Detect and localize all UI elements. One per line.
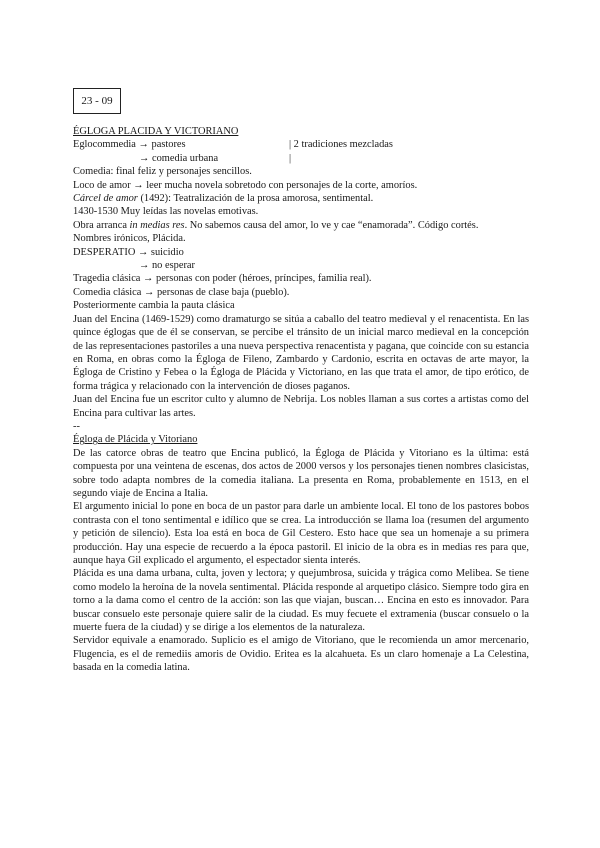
paragraph: Plácida es una dama urbana, culta, joven y lectora; y quejumbrosa, suicida y trágica como Melibea. Se tiene como modelo la heroína de la novela sentimental. Plácida responde al arquetipo clásico. Siempre todo gira en torno a la dama como el centro de la acción: son las que viajan, buscan… Encina en esto es innovador. Para buscar consuelo este personaje quiere salir de la ciudad. Es muy fecuete el extramenia (buscar consuelo o la muerte fuera de la ciudad) y se dirige a los elementos de la naturaleza. bbox=[73, 568, 529, 634]
note-line: Posteriormente cambia la pauta clásica bbox=[73, 300, 235, 312]
note-line: Comedia clásica → personas de clase baja (pueblo). bbox=[73, 286, 290, 298]
paragraph: Juan del Encina fue un escritor culto y alumno de Nebrija. Los nobles llaman a sus cortes a artistas como del Encina para cultivar las artes. bbox=[73, 394, 529, 419]
section-heading: Égloga de Plácida y Vitoriano bbox=[73, 434, 198, 446]
note-line: Comedia: final feliz y personajes sencillos. bbox=[73, 166, 252, 178]
paragraph: El argumento inicial lo pone en boca de un pastor para darle un ambiente local. El tono de los pastores bobos contrasta con el tono sentimental e idílico que se crea. La introducción se llama loa (resumen del argumento y petición de silencio). Esta loa está en boca de Gil Cestero. Esto hace que sea un homenaje a su primera producción. Hay una especie de recuerdo a la época pastoril. El inicio de la obra es in medias res para que, aunque haya Gil explicado el argumento, el espectador sienta interés. bbox=[73, 501, 529, 566]
note-line: Loco de amor → leer mucha novela sobretodo con personajes de la corte, amoríos. bbox=[73, 179, 418, 191]
eglocommedia-row-1: Eglocommedia → pastores | 2 tradiciones mezcladas bbox=[73, 139, 393, 151]
note-line: 1430-1530 Muy leídas las novelas emotivas. bbox=[73, 206, 259, 218]
paragraph: Servidor equivale a enamorado. Suplicio es el amigo de Vitoriano, que le recomienda un amor mercenario, Flugencia, es el de remediis amoris de Ovidio. Eritea es la alcahueta. Es un claro homenaje a La Celestina, basada en la comedia latina. bbox=[73, 635, 529, 674]
note-line: Nombres irónicos, Plácida. bbox=[73, 233, 186, 245]
paragraph: De las catorce obras de teatro que Encina publicó, la Égloga de Plácida y Vitoriano es la última: está compuesta por una veintena de escenas, dos actos de 2000 versos y los personajes tienen nombres clasicistas, sobre todo adapta nombres de la comedia italiana. La presenta en Roma, probablemente en 1513, en el segundo viaje de Encina a Italia. bbox=[73, 447, 529, 499]
eglocommedia-row-2: → comedia urbana | bbox=[139, 152, 292, 164]
note-line: DESPERATIO → suicidio bbox=[73, 246, 184, 258]
note-line: Tragedia clásica → personas con poder (héroes, príncipes, familia real). bbox=[73, 273, 372, 285]
date-box: 23 - 09 bbox=[73, 88, 121, 114]
page-title: ÉGLOGA PLACIDA Y VICTORIANO bbox=[73, 126, 239, 137]
note-line: Obra arranca in medias res. No sabemos causa del amor, lo ve y cae “enamorada”. Código cortés. bbox=[73, 219, 479, 231]
note-line: → no esperar bbox=[139, 260, 195, 272]
note-line: Cárcel de amor (1492): Teatralización de la prosa amorosa, sentimental. bbox=[73, 193, 374, 205]
separator: -- bbox=[73, 420, 80, 432]
document-body bbox=[73, 125, 529, 675]
paragraph: Juan del Encina (1469-1529) como dramaturgo se sitúa a caballo del teatro medieval y el renacentista. En las quince églogas que de él se conservan, se percibe el tránsito de un inicial marco medieval en la concepción de las representaciones pastoriles a una nueva perspectiva renacentista y pagana, que coincide con su estancia en Roma, en obras como la Égloga de Fileno, Zambardo y Cardonio, escrita en octavas de arte mayor, la Égloga de Cristino y Febea o la Égloga de Plácida y Victoriano, en las que trata el amor, de tipo erótico, de forma trágica y relacionado con la intervención de dioses paganos. bbox=[73, 313, 529, 392]
